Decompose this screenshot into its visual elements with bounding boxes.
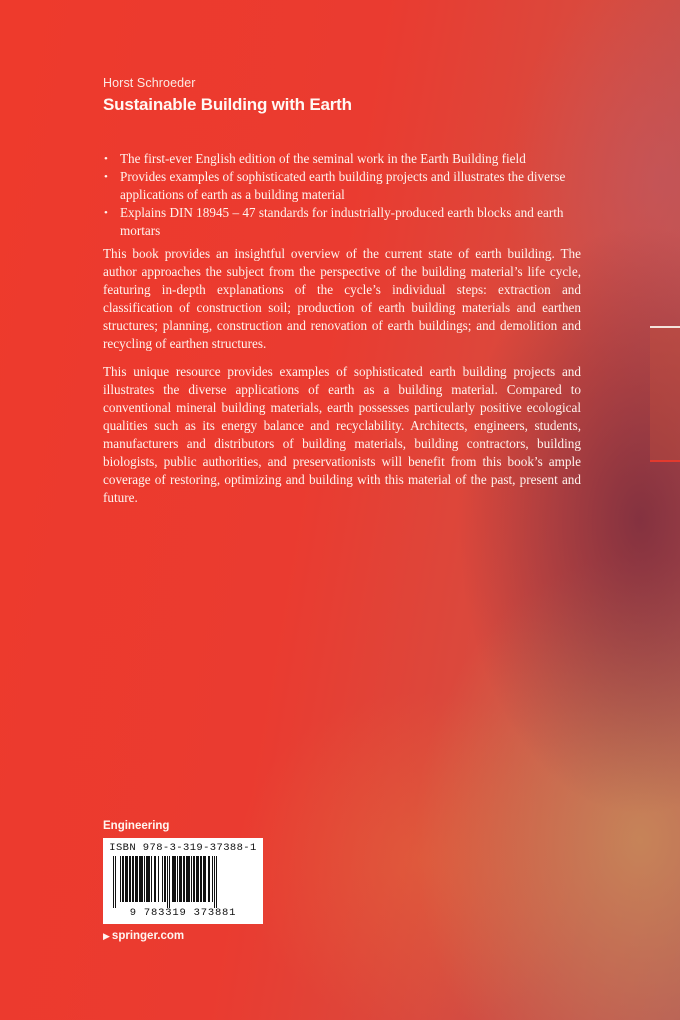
arrow-right-icon: ▶ bbox=[103, 931, 110, 941]
barcode-bar bbox=[183, 856, 185, 902]
barcode-bar bbox=[167, 856, 168, 908]
barcode-bar bbox=[164, 856, 166, 902]
barcode-bar bbox=[144, 856, 145, 902]
barcode-bar bbox=[162, 856, 163, 902]
barcode-bar bbox=[120, 856, 121, 902]
barcode-bar bbox=[151, 856, 152, 902]
barcode-bar bbox=[113, 856, 114, 908]
barcode-bar bbox=[177, 856, 178, 902]
barcode-bar bbox=[132, 856, 134, 902]
barcode-bar bbox=[200, 856, 202, 902]
book-title: Sustainable Building with Earth bbox=[103, 95, 352, 114]
barcode-bar bbox=[208, 856, 210, 902]
barcode-bar bbox=[139, 856, 143, 902]
isbn-label: ISBN 978-3-319-37388-1 bbox=[109, 842, 257, 854]
barcode-bar bbox=[129, 856, 131, 902]
description-paragraph-1: This book provides an insightful overview of the current state of earth building. The author approaches the subject from the perspective of the building material’s life cycle, featuring in-depth explanations of the cycle’s individual steps: extraction and classification of construction soil; production of earth building materials and earthen structures; planning, construction and renovation of earth buildings; and demolition and recycling of earthen structures. bbox=[103, 246, 581, 351]
author-name: Horst Schroeder bbox=[103, 76, 196, 90]
barcode-bar bbox=[169, 856, 170, 908]
barcode-bar bbox=[196, 856, 199, 902]
barcode-bar bbox=[135, 856, 138, 902]
barcode-bar bbox=[172, 856, 176, 902]
barcode-bar bbox=[115, 856, 116, 908]
barcode-bar bbox=[214, 856, 215, 908]
edge-marker bbox=[650, 326, 680, 462]
bullet-icon: • bbox=[104, 207, 108, 219]
feature-list bbox=[103, 150, 573, 240]
barcode-bar bbox=[179, 856, 182, 902]
barcode-bar bbox=[125, 856, 128, 902]
isbn-barcode bbox=[103, 838, 263, 924]
bullet-icon: • bbox=[104, 171, 108, 183]
barcode-bar bbox=[146, 856, 150, 902]
barcode-bar bbox=[216, 856, 217, 908]
feature-item: • Explains DIN 18945 – 47 standards for industrially-produced earth blocks and earth mortars bbox=[104, 205, 564, 238]
description-paragraph-2: This unique resource provides examples of sophisticated earth building projects and illustrates the diverse applications of earth as a building material. Compared to conventional mineral building materials, earth possesses particularly positive ecological qualities such as its energy balance and recyclability. Architects, engineers, students, manufacturers and distributors of building materials, building contractors, building biologists, public authorities, and preservationists will benefit from this book’s ample coverage of restoring, optimizing and building with this material of the past, present and future. bbox=[103, 364, 581, 505]
publisher-website[interactable] bbox=[103, 930, 184, 942]
barcode-digits: 9 783319 373881 bbox=[129, 907, 237, 919]
barcode-bar bbox=[203, 856, 206, 902]
bullet-icon: • bbox=[104, 153, 108, 165]
feature-item: • The first-ever English edition of the seminal work in the Earth Building field bbox=[104, 151, 526, 166]
barcode-bars bbox=[109, 856, 257, 908]
barcode-bar bbox=[186, 856, 190, 902]
subject-category: Engineering bbox=[103, 820, 170, 832]
barcode-bar bbox=[191, 856, 192, 902]
barcode-bar bbox=[122, 856, 124, 902]
feature-item: • Provides examples of sophisticated earth building projects and illustrates the diverse applications of earth as a building material bbox=[104, 169, 566, 202]
barcode-bar bbox=[193, 856, 195, 902]
website-label: springer.com bbox=[111, 930, 185, 942]
barcode-bar bbox=[158, 856, 159, 902]
barcode-bar bbox=[212, 856, 213, 902]
barcode-bar bbox=[154, 856, 156, 902]
